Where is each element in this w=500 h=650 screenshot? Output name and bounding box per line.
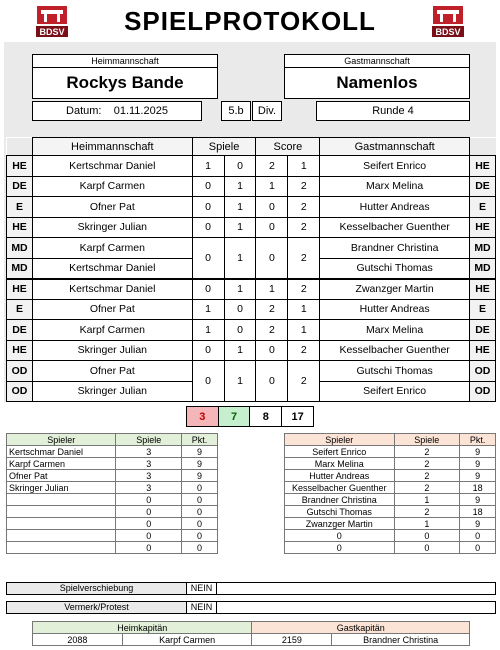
stats-games: 2 xyxy=(394,446,460,458)
stats-row xyxy=(7,470,218,482)
match-row xyxy=(7,156,496,177)
stats-games: 0 xyxy=(116,506,182,518)
home-team-header: Heimmannschaft xyxy=(32,54,218,67)
home-score: 0 xyxy=(256,217,288,238)
match-table xyxy=(6,137,496,402)
stats-row xyxy=(285,518,496,530)
away-team-name: Namenlos xyxy=(284,67,470,99)
home-player: Ofner Pat xyxy=(32,361,192,382)
stats-row xyxy=(7,494,218,506)
stats-games: 3 xyxy=(116,458,182,470)
stats-points: 0 xyxy=(460,530,496,542)
away-player: Seifert Enrico xyxy=(320,381,470,402)
total-score-away: 17 xyxy=(282,407,314,427)
stats-row xyxy=(7,530,218,542)
match-type: DE xyxy=(469,176,495,197)
stats-points: 9 xyxy=(460,494,496,506)
away-stats-table xyxy=(284,433,496,554)
protest-label: Vermerk/Protest xyxy=(7,602,187,613)
stats-games: 2 xyxy=(394,458,460,470)
stats-row xyxy=(285,482,496,494)
total-games-home: 3 xyxy=(187,407,219,427)
match-type: HE xyxy=(7,217,33,238)
match-row xyxy=(7,176,496,197)
svg-text:BDSV: BDSV xyxy=(39,27,65,37)
stats-games: 0 xyxy=(394,530,460,542)
home-games: 0 xyxy=(192,361,224,402)
match-type: OD xyxy=(469,361,495,382)
home-games: 1 xyxy=(192,320,224,341)
home-player: Ofner Pat xyxy=(32,197,192,218)
stats-player: 0 xyxy=(285,542,395,554)
round-value: Runde 4 xyxy=(316,101,470,121)
stats-row xyxy=(7,446,218,458)
home-player: Kertschmar Daniel xyxy=(32,258,192,279)
protest-row xyxy=(6,601,496,614)
col-home: Heimmannschaft xyxy=(32,138,192,156)
match-row xyxy=(7,299,496,320)
away-captain-name: Brandner Christina xyxy=(332,634,470,646)
captains-table xyxy=(32,621,470,646)
stats-points: 9 xyxy=(182,470,218,482)
away-score: 1 xyxy=(288,156,320,177)
away-score: 2 xyxy=(288,279,320,300)
away-score: 2 xyxy=(288,197,320,218)
stats-row xyxy=(285,494,496,506)
stats-games: 3 xyxy=(116,470,182,482)
div-label: Div. xyxy=(252,101,282,121)
stats-games: 0 xyxy=(394,542,460,554)
stats-player xyxy=(7,518,116,530)
svg-text:BDSV: BDSV xyxy=(435,27,461,37)
away-player: Marx Melina xyxy=(320,320,470,341)
match-type: HE xyxy=(7,156,33,177)
stats-player xyxy=(7,542,116,554)
away-player: Seifert Enrico xyxy=(320,156,470,177)
home-games: 0 xyxy=(192,176,224,197)
stats-player: Hutter Andreas xyxy=(285,470,395,482)
stats-player xyxy=(7,530,116,542)
stats-games: 2 xyxy=(394,482,460,494)
stats-points: 0 xyxy=(182,530,218,542)
match-row xyxy=(7,197,496,218)
away-player: Hutter Andreas xyxy=(320,197,470,218)
league-value: 5.b xyxy=(221,101,251,121)
stats-row xyxy=(285,446,496,458)
match-type: E xyxy=(469,197,495,218)
home-stats-pts-header: Pkt. xyxy=(182,434,218,446)
home-player: Skringer Julian xyxy=(32,381,192,402)
stats-row xyxy=(7,458,218,470)
stats-row xyxy=(7,482,218,494)
match-type: HE xyxy=(7,340,33,361)
home-score: 0 xyxy=(256,361,288,402)
away-captain-label: Gastkapitän xyxy=(252,622,470,634)
home-score: 1 xyxy=(256,279,288,300)
match-row xyxy=(7,320,496,341)
home-captain-name: Karpf Carmen xyxy=(122,634,252,646)
stats-row xyxy=(7,506,218,518)
match-type: HE xyxy=(469,279,495,300)
stats-points: 9 xyxy=(182,458,218,470)
stats-points: 9 xyxy=(460,446,496,458)
away-score: 2 xyxy=(288,176,320,197)
match-row xyxy=(7,340,496,361)
stats-player: Ofner Pat xyxy=(7,470,116,482)
away-games: 1 xyxy=(224,176,256,197)
home-score: 1 xyxy=(256,176,288,197)
away-score: 2 xyxy=(288,238,320,279)
away-score: 2 xyxy=(288,361,320,402)
match-type: MD xyxy=(7,258,33,279)
home-player: Skringer Julian xyxy=(32,340,192,361)
match-type: HE xyxy=(469,217,495,238)
date-label: Datum: xyxy=(66,105,102,117)
stats-row xyxy=(285,470,496,482)
stats-points: 0 xyxy=(182,506,218,518)
stats-row xyxy=(7,542,218,554)
postpone-value: NEIN xyxy=(187,583,217,594)
away-games: 1 xyxy=(224,238,256,279)
away-games: 1 xyxy=(224,361,256,402)
home-player: Karpf Carmen xyxy=(32,320,192,341)
match-row xyxy=(7,238,496,259)
col-away: Gastmannschaft xyxy=(320,138,470,156)
stats-player xyxy=(7,506,116,518)
match-type: OD xyxy=(469,381,495,402)
match-type: OD xyxy=(7,381,33,402)
away-stats-games-header: Spiele xyxy=(394,434,460,446)
stats-points: 0 xyxy=(182,482,218,494)
away-games: 1 xyxy=(224,340,256,361)
home-games: 0 xyxy=(192,238,224,279)
home-player: Kertschmar Daniel xyxy=(32,156,192,177)
stats-player xyxy=(7,494,116,506)
home-captain-label: Heimkapitän xyxy=(33,622,252,634)
away-games: 0 xyxy=(224,299,256,320)
home-games: 0 xyxy=(192,340,224,361)
total-score-home: 8 xyxy=(250,407,282,427)
match-type: MD xyxy=(469,258,495,279)
away-captain-id: 2159 xyxy=(252,634,332,646)
home-stats-table xyxy=(6,433,218,554)
home-score: 0 xyxy=(256,238,288,279)
away-score: 1 xyxy=(288,299,320,320)
stats-player: Marx Melina xyxy=(285,458,395,470)
match-type: MD xyxy=(7,238,33,259)
home-games: 1 xyxy=(192,156,224,177)
away-score: 1 xyxy=(288,320,320,341)
stats-points: 0 xyxy=(182,542,218,554)
away-stats-pts-header: Pkt. xyxy=(460,434,496,446)
stats-player: Seifert Enrico xyxy=(285,446,395,458)
away-games: 1 xyxy=(224,279,256,300)
away-player: Hutter Andreas xyxy=(320,299,470,320)
match-type: HE xyxy=(7,279,33,300)
match-type: MD xyxy=(469,238,495,259)
match-type: E xyxy=(469,299,495,320)
stats-games: 2 xyxy=(394,506,460,518)
away-player: Kesselbacher Guenther xyxy=(320,217,470,238)
away-score: 2 xyxy=(288,340,320,361)
home-player: Skringer Julian xyxy=(32,217,192,238)
away-games: 1 xyxy=(224,217,256,238)
stats-points: 0 xyxy=(182,518,218,530)
stats-points: 0 xyxy=(182,494,218,506)
match-type: HE xyxy=(469,340,495,361)
away-player: Zwanzger Martin xyxy=(320,279,470,300)
home-score: 0 xyxy=(256,197,288,218)
match-type: OD xyxy=(7,361,33,382)
postpone-row xyxy=(6,582,496,595)
home-player: Karpf Carmen xyxy=(32,176,192,197)
home-stats-games-header: Spiele xyxy=(116,434,182,446)
away-team-box xyxy=(284,54,470,99)
home-player: Kertschmar Daniel xyxy=(32,279,192,300)
stats-games: 0 xyxy=(116,494,182,506)
away-stats-player-header: Spieler xyxy=(285,434,395,446)
home-score: 0 xyxy=(256,340,288,361)
stats-player: 0 xyxy=(285,530,395,542)
home-games: 0 xyxy=(192,279,224,300)
stats-games: 3 xyxy=(116,446,182,458)
away-player: Kesselbacher Guenther xyxy=(320,340,470,361)
home-games: 0 xyxy=(192,217,224,238)
stats-points: 18 xyxy=(460,506,496,518)
away-games: 0 xyxy=(224,156,256,177)
home-score: 2 xyxy=(256,299,288,320)
away-player: Gutschi Thomas xyxy=(320,361,470,382)
stats-points: 9 xyxy=(182,446,218,458)
stats-player: Kesselbacher Guenther xyxy=(285,482,395,494)
home-stats-player-header: Spieler xyxy=(7,434,116,446)
away-games: 1 xyxy=(224,197,256,218)
date-value: 01.11.2025 xyxy=(113,105,168,117)
match-row xyxy=(7,279,496,300)
stats-player: Kertschmar Daniel xyxy=(7,446,116,458)
col-games: Spiele xyxy=(192,138,256,156)
away-team-header: Gastmannschaft xyxy=(284,54,470,67)
home-player: Ofner Pat xyxy=(32,299,192,320)
stats-player: Zwanzger Martin xyxy=(285,518,395,530)
home-score: 2 xyxy=(256,156,288,177)
match-type: DE xyxy=(7,320,33,341)
stats-row xyxy=(285,506,496,518)
home-team-box xyxy=(32,54,218,99)
home-player: Karpf Carmen xyxy=(32,238,192,259)
totals-row xyxy=(186,406,314,427)
stats-points: 9 xyxy=(460,518,496,530)
home-games: 1 xyxy=(192,299,224,320)
match-type: DE xyxy=(469,320,495,341)
match-row xyxy=(7,361,496,382)
stats-row xyxy=(285,458,496,470)
stats-row xyxy=(7,518,218,530)
protest-value: NEIN xyxy=(187,602,217,613)
stats-player: Brandner Christina xyxy=(285,494,395,506)
stats-points: 0 xyxy=(460,542,496,554)
stats-row xyxy=(285,542,496,554)
postpone-label: Spielverschiebung xyxy=(7,583,187,594)
match-type: HE xyxy=(469,156,495,177)
stats-player: Gutschi Thomas xyxy=(285,506,395,518)
stats-player: Karpf Carmen xyxy=(7,458,116,470)
total-games-away: 7 xyxy=(218,407,250,427)
home-captain-id: 2088 xyxy=(33,634,123,646)
stats-points: 18 xyxy=(460,482,496,494)
stats-games: 1 xyxy=(394,518,460,530)
away-player: Brandner Christina xyxy=(320,238,470,259)
stats-games: 0 xyxy=(116,530,182,542)
stats-games: 2 xyxy=(394,470,460,482)
stats-games: 0 xyxy=(116,542,182,554)
stats-games: 1 xyxy=(394,494,460,506)
stats-player: Skringer Julian xyxy=(7,482,116,494)
match-type: E xyxy=(7,299,33,320)
col-score: Score xyxy=(256,138,320,156)
page-title: SPIELPROTOKOLL xyxy=(124,6,376,36)
stats-games: 0 xyxy=(116,518,182,530)
away-player: Gutschi Thomas xyxy=(320,258,470,279)
home-team-name: Rockys Bande xyxy=(32,67,218,99)
stats-points: 9 xyxy=(460,470,496,482)
away-games: 0 xyxy=(224,320,256,341)
date-box xyxy=(32,101,202,121)
home-games: 0 xyxy=(192,197,224,218)
home-score: 2 xyxy=(256,320,288,341)
match-row xyxy=(7,217,496,238)
match-type: DE xyxy=(7,176,33,197)
away-score: 2 xyxy=(288,217,320,238)
match-type: E xyxy=(7,197,33,218)
stats-games: 3 xyxy=(116,482,182,494)
stats-points: 9 xyxy=(460,458,496,470)
away-player: Marx Melina xyxy=(320,176,470,197)
stats-row xyxy=(285,530,496,542)
